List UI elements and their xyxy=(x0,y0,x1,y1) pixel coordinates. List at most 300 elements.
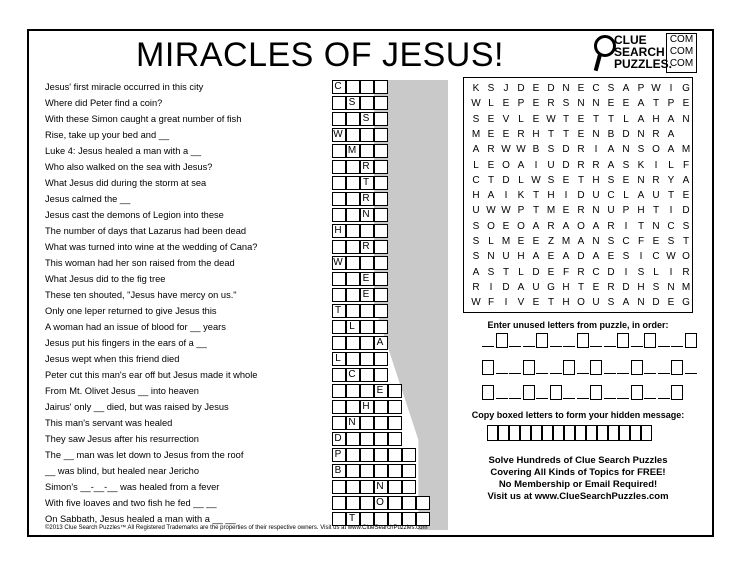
letter-blank[interactable] xyxy=(604,398,616,399)
grid-letter[interactable]: F xyxy=(682,159,690,171)
answer-cell[interactable] xyxy=(374,464,388,478)
grid-letter[interactable]: R xyxy=(577,266,585,278)
letter-blank[interactable] xyxy=(550,373,562,374)
grid-letter[interactable]: S xyxy=(547,144,555,156)
grid-letter[interactable]: L xyxy=(668,159,674,171)
answer-cell[interactable] xyxy=(360,144,374,158)
answer-cell[interactable] xyxy=(360,80,374,94)
answer-cell[interactable] xyxy=(346,432,360,446)
answer-cell[interactable] xyxy=(332,336,346,350)
answer-cell[interactable] xyxy=(332,512,346,526)
letter-blank[interactable] xyxy=(617,398,629,399)
boxed-blank[interactable] xyxy=(550,385,562,400)
grid-letter[interactable]: T xyxy=(577,174,585,186)
letter-blank[interactable] xyxy=(604,373,616,374)
grid-letter[interactable]: S xyxy=(607,174,615,186)
answer-cell[interactable] xyxy=(360,432,374,446)
grid-letter[interactable]: O xyxy=(652,144,660,156)
letter-blank[interactable] xyxy=(509,398,521,399)
answer-cell[interactable] xyxy=(346,272,360,286)
answer-cell[interactable] xyxy=(332,96,346,110)
grid-letter[interactable]: D xyxy=(652,297,660,309)
grid-letter[interactable]: S xyxy=(622,159,630,171)
message-cell[interactable] xyxy=(608,425,619,441)
grid-letter[interactable]: I xyxy=(669,266,673,278)
grid-letter[interactable]: C xyxy=(622,236,630,247)
answer-cell[interactable] xyxy=(360,512,374,526)
grid-letter[interactable]: U xyxy=(592,190,600,202)
boxed-blank[interactable] xyxy=(577,333,589,348)
grid-letter[interactable]: S xyxy=(487,83,495,94)
message-cell[interactable] xyxy=(553,425,564,441)
answer-cell[interactable] xyxy=(332,480,346,494)
grid-letter[interactable]: I xyxy=(489,281,493,293)
answer-cell[interactable] xyxy=(332,144,346,158)
answer-cell[interactable] xyxy=(374,512,388,526)
letter-blank[interactable] xyxy=(482,346,494,347)
grid-letter[interactable]: E xyxy=(532,98,540,110)
grid-letter[interactable]: I xyxy=(624,220,628,232)
grid-letter[interactable]: C xyxy=(472,174,480,186)
grid-letter[interactable]: P xyxy=(622,205,630,217)
grid-letter[interactable]: R xyxy=(517,128,525,140)
answer-cell[interactable] xyxy=(346,176,360,190)
grid-letter[interactable]: R xyxy=(577,144,585,156)
letter-blank[interactable] xyxy=(577,373,589,374)
grid-letter[interactable]: H xyxy=(472,190,480,202)
grid-letter[interactable]: E xyxy=(532,113,540,125)
grid-letter[interactable]: L xyxy=(623,190,629,202)
grid-letter[interactable]: S xyxy=(607,297,615,309)
grid-letter[interactable]: E xyxy=(622,98,630,110)
answer-cell[interactable] xyxy=(332,400,346,414)
grid-letter[interactable]: T xyxy=(562,128,570,140)
grid-letter[interactable]: U xyxy=(607,205,615,217)
answer-cell[interactable] xyxy=(388,416,402,430)
grid-letter[interactable]: A xyxy=(487,190,495,202)
grid-letter[interactable]: E xyxy=(532,83,540,94)
grid-letter[interactable]: I xyxy=(639,251,643,263)
grid-letter[interactable]: U xyxy=(472,205,480,217)
grid-letter[interactable]: S xyxy=(682,220,690,232)
grid-letter[interactable]: H xyxy=(532,128,540,140)
answer-cell[interactable] xyxy=(402,496,416,510)
grid-letter[interactable]: R xyxy=(652,128,660,140)
grid-letter[interactable]: E xyxy=(607,98,615,110)
message-cell[interactable] xyxy=(619,425,630,441)
grid-letter[interactable]: T xyxy=(652,205,660,217)
grid-letter[interactable]: G xyxy=(682,83,690,94)
message-cell[interactable] xyxy=(575,425,586,441)
answer-cell[interactable] xyxy=(346,240,360,254)
answer-cell[interactable] xyxy=(402,512,416,526)
grid-letter[interactable]: S xyxy=(622,251,630,263)
message-cell[interactable] xyxy=(520,425,531,441)
letter-blank[interactable] xyxy=(631,346,643,347)
grid-letter[interactable]: M xyxy=(501,236,511,247)
answer-cell[interactable] xyxy=(346,288,360,302)
grid-letter[interactable]: O xyxy=(577,297,585,309)
grid-letter[interactable]: U xyxy=(592,297,600,309)
grid-letter[interactable]: A xyxy=(532,251,540,263)
answer-cell[interactable] xyxy=(360,336,374,350)
grid-letter[interactable]: D xyxy=(622,281,630,293)
grid-letter[interactable]: N xyxy=(592,128,600,140)
grid-letter[interactable]: D xyxy=(577,251,585,263)
answer-cell[interactable] xyxy=(360,448,374,462)
grid-letter[interactable]: A xyxy=(562,220,570,232)
grid-letter[interactable]: N xyxy=(637,297,645,309)
letter-blank[interactable] xyxy=(685,373,697,374)
grid-letter[interactable]: T xyxy=(547,297,555,309)
grid-letter[interactable]: S xyxy=(652,281,660,293)
answer-cell[interactable] xyxy=(332,160,346,174)
grid-letter[interactable]: D xyxy=(532,266,540,278)
grid-letter[interactable]: I xyxy=(504,190,508,202)
letter-blank[interactable] xyxy=(671,346,683,347)
answer-cell[interactable] xyxy=(346,128,360,142)
letter-blank[interactable] xyxy=(536,373,548,374)
grid-letter[interactable]: S xyxy=(562,98,570,110)
letter-blank[interactable] xyxy=(563,398,575,399)
answer-cell[interactable] xyxy=(332,208,346,222)
grid-letter[interactable]: S xyxy=(667,236,675,247)
grid-letter[interactable]: R xyxy=(652,174,660,186)
grid-letter[interactable]: A xyxy=(622,297,630,309)
answer-cell[interactable] xyxy=(360,464,374,478)
letter-blank[interactable] xyxy=(563,346,575,347)
grid-letter[interactable]: R xyxy=(607,281,615,293)
grid-letter[interactable]: E xyxy=(487,128,495,140)
grid-letter[interactable]: A xyxy=(667,128,675,140)
grid-letter[interactable]: E xyxy=(622,174,630,186)
grid-letter[interactable]: E xyxy=(652,236,660,247)
answer-cell[interactable] xyxy=(374,304,388,318)
message-cell[interactable] xyxy=(641,425,652,441)
grid-letter[interactable]: I xyxy=(669,83,673,94)
answer-cell[interactable] xyxy=(360,480,374,494)
grid-letter[interactable]: L xyxy=(518,266,524,278)
grid-letter[interactable]: E xyxy=(682,190,690,202)
message-cell[interactable] xyxy=(597,425,608,441)
grid-letter[interactable]: N xyxy=(622,144,630,156)
grid-letter[interactable]: U xyxy=(547,159,555,171)
answer-cell[interactable] xyxy=(346,224,360,238)
grid-letter[interactable]: F xyxy=(637,236,645,247)
grid-letter[interactable]: W xyxy=(501,205,511,217)
grid-letter[interactable]: E xyxy=(562,174,570,186)
grid-letter[interactable]: H xyxy=(592,174,600,186)
grid-letter[interactable]: H xyxy=(517,251,525,263)
letter-blank[interactable] xyxy=(658,398,670,399)
grid-letter[interactable]: A xyxy=(607,144,615,156)
grid-letter[interactable]: D xyxy=(622,128,630,140)
grid-letter[interactable]: C xyxy=(652,251,660,263)
letter-blank[interactable] xyxy=(644,398,656,399)
answer-cell[interactable] xyxy=(374,144,388,158)
answer-cell[interactable] xyxy=(360,256,374,270)
grid-letter[interactable]: E xyxy=(577,128,585,140)
grid-letter[interactable]: N xyxy=(487,251,495,263)
grid-letter[interactable]: A xyxy=(622,83,630,94)
grid-letter[interactable]: D xyxy=(562,159,570,171)
grid-letter[interactable]: E xyxy=(532,297,540,309)
answer-cell[interactable] xyxy=(360,496,374,510)
grid-letter[interactable]: D xyxy=(607,266,615,278)
grid-letter[interactable]: O xyxy=(682,251,690,263)
boxed-blank[interactable] xyxy=(685,333,697,348)
grid-letter[interactable]: N xyxy=(592,236,600,247)
grid-letter[interactable]: W xyxy=(516,144,526,156)
boxed-blank[interactable] xyxy=(523,385,535,400)
letter-blank[interactable] xyxy=(509,373,521,374)
letter-blank[interactable] xyxy=(644,373,656,374)
grid-letter[interactable]: L xyxy=(488,98,494,110)
answer-cell[interactable] xyxy=(388,432,402,446)
grid-letter[interactable]: D xyxy=(682,205,690,217)
grid-letter[interactable]: T xyxy=(652,98,660,110)
grid-letter[interactable]: H xyxy=(652,113,660,125)
grid-letter[interactable]: O xyxy=(577,220,585,232)
grid-letter[interactable]: O xyxy=(517,220,525,232)
answer-cell[interactable] xyxy=(360,416,374,430)
answer-cell[interactable] xyxy=(360,304,374,318)
grid-letter[interactable]: E xyxy=(607,251,615,263)
grid-letter[interactable]: D xyxy=(547,83,555,94)
grid-letter[interactable]: T xyxy=(502,266,510,278)
grid-letter[interactable]: T xyxy=(532,190,540,202)
grid-letter[interactable]: L xyxy=(488,236,494,247)
grid-letter[interactable]: A xyxy=(517,159,525,171)
message-cell[interactable] xyxy=(498,425,509,441)
letter-blank[interactable] xyxy=(590,346,602,347)
grid-letter[interactable]: S xyxy=(607,83,615,94)
grid-letter[interactable]: K xyxy=(517,190,525,202)
message-cell[interactable] xyxy=(487,425,498,441)
grid-letter[interactable]: L xyxy=(473,159,479,171)
grid-letter[interactable]: H xyxy=(637,281,645,293)
answer-cell[interactable] xyxy=(346,352,360,366)
grid-letter[interactable]: L xyxy=(518,113,524,125)
answer-cell[interactable] xyxy=(388,448,402,462)
grid-letter[interactable]: E xyxy=(502,128,510,140)
boxed-blank[interactable] xyxy=(671,385,683,400)
grid-letter[interactable]: R xyxy=(547,220,555,232)
answer-cell[interactable] xyxy=(332,112,346,126)
grid-letter[interactable]: I xyxy=(654,159,658,171)
letter-blank[interactable] xyxy=(604,346,616,347)
grid-letter[interactable]: I xyxy=(504,297,508,309)
grid-letter[interactable]: C xyxy=(592,266,600,278)
grid-letter[interactable]: K xyxy=(472,83,480,94)
answer-cell[interactable] xyxy=(374,320,388,334)
grid-letter[interactable]: A xyxy=(577,236,585,247)
boxed-blank[interactable] xyxy=(671,360,683,375)
grid-letter[interactable]: E xyxy=(487,113,495,125)
boxed-blank[interactable] xyxy=(536,333,548,348)
grid-letter[interactable]: A xyxy=(592,220,600,232)
message-cell[interactable] xyxy=(630,425,641,441)
grid-letter[interactable]: M xyxy=(561,236,571,247)
answer-cell[interactable] xyxy=(332,384,346,398)
grid-letter[interactable]: A xyxy=(472,144,480,156)
answer-cell[interactable] xyxy=(374,352,388,366)
answer-cell[interactable] xyxy=(360,224,374,238)
answer-cell[interactable] xyxy=(346,448,360,462)
grid-letter[interactable]: N xyxy=(637,174,645,186)
answer-cell[interactable] xyxy=(416,496,430,510)
answer-cell[interactable] xyxy=(332,240,346,254)
answer-cell[interactable] xyxy=(374,80,388,94)
answer-cell[interactable] xyxy=(388,512,402,526)
boxed-blank[interactable] xyxy=(631,360,643,375)
grid-letter[interactable]: P xyxy=(517,205,525,217)
grid-letter[interactable]: R xyxy=(682,266,690,278)
letter-blank[interactable] xyxy=(496,398,508,399)
letter-blank[interactable] xyxy=(658,346,670,347)
answer-cell[interactable] xyxy=(346,192,360,206)
grid-letter[interactable]: T xyxy=(592,113,600,125)
boxed-blank[interactable] xyxy=(617,333,629,348)
grid-letter[interactable]: E xyxy=(517,236,525,247)
grid-letter[interactable]: T xyxy=(547,128,555,140)
grid-letter[interactable]: R xyxy=(472,281,480,293)
grid-letter[interactable]: S xyxy=(547,174,555,186)
grid-letter[interactable]: E xyxy=(682,98,690,110)
grid-letter[interactable]: U xyxy=(652,190,660,202)
grid-letter[interactable]: H xyxy=(547,190,555,202)
answer-cell[interactable] xyxy=(332,368,346,382)
grid-letter[interactable]: S xyxy=(637,144,645,156)
answer-cell[interactable] xyxy=(332,416,346,430)
grid-letter[interactable]: D xyxy=(577,190,585,202)
grid-letter[interactable]: U xyxy=(502,251,510,263)
grid-letter[interactable]: A xyxy=(472,266,480,278)
answer-cell[interactable] xyxy=(332,192,346,206)
boxed-blank[interactable] xyxy=(523,360,535,375)
grid-letter[interactable]: E xyxy=(562,205,570,217)
grid-letter[interactable]: I xyxy=(534,159,538,171)
grid-letter[interactable]: N xyxy=(637,128,645,140)
grid-letter[interactable]: E xyxy=(577,113,585,125)
grid-letter[interactable]: L xyxy=(623,113,629,125)
grid-letter[interactable]: S xyxy=(472,236,480,247)
answer-cell[interactable] xyxy=(346,480,360,494)
grid-letter[interactable]: N xyxy=(652,220,660,232)
grid-letter[interactable]: Z xyxy=(547,236,555,247)
answer-cell[interactable] xyxy=(388,400,402,414)
grid-letter[interactable]: U xyxy=(532,281,540,293)
grid-letter[interactable]: N xyxy=(577,98,585,110)
grid-letter[interactable]: N xyxy=(592,98,600,110)
grid-letter[interactable]: D xyxy=(502,281,510,293)
grid-letter[interactable]: E xyxy=(667,297,675,309)
letter-blank[interactable] xyxy=(617,373,629,374)
answer-cell[interactable] xyxy=(402,480,416,494)
answer-cell[interactable] xyxy=(374,160,388,174)
grid-letter[interactable]: O xyxy=(502,159,510,171)
answer-cell[interactable] xyxy=(346,112,360,126)
answer-cell[interactable] xyxy=(374,96,388,110)
grid-letter[interactable]: S xyxy=(472,220,480,232)
answer-cell[interactable] xyxy=(374,448,388,462)
answer-cell[interactable] xyxy=(360,368,374,382)
grid-letter[interactable]: R xyxy=(607,220,615,232)
grid-letter[interactable]: D xyxy=(517,83,525,94)
answer-cell[interactable] xyxy=(388,384,402,398)
grid-letter[interactable]: R xyxy=(577,205,585,217)
grid-letter[interactable]: H xyxy=(637,205,645,217)
grid-letter[interactable]: R xyxy=(487,144,495,156)
grid-letter[interactable]: A xyxy=(637,113,645,125)
answer-cell[interactable] xyxy=(388,480,402,494)
grid-letter[interactable]: F xyxy=(562,266,570,278)
grid-letter[interactable]: A xyxy=(637,190,645,202)
grid-letter[interactable]: A xyxy=(607,159,615,171)
boxed-blank[interactable] xyxy=(563,360,575,375)
grid-letter[interactable]: C xyxy=(607,190,615,202)
answer-cell[interactable] xyxy=(360,128,374,142)
boxed-blank[interactable] xyxy=(644,333,656,348)
message-cell[interactable] xyxy=(531,425,542,441)
grid-letter[interactable]: S xyxy=(637,266,645,278)
grid-letter[interactable]: P xyxy=(667,98,675,110)
boxed-blank[interactable] xyxy=(496,333,508,348)
answer-cell[interactable] xyxy=(346,464,360,478)
grid-letter[interactable]: A xyxy=(517,281,525,293)
boxed-blank[interactable] xyxy=(590,385,602,400)
message-cell[interactable] xyxy=(564,425,575,441)
grid-letter[interactable]: R xyxy=(577,159,585,171)
grid-letter[interactable]: A xyxy=(667,144,675,156)
answer-cell[interactable] xyxy=(346,384,360,398)
grid-letter[interactable]: B xyxy=(607,128,615,140)
answer-cell[interactable] xyxy=(360,96,374,110)
answer-cell[interactable] xyxy=(332,176,346,190)
answer-cell[interactable] xyxy=(402,464,416,478)
answer-cell[interactable] xyxy=(360,352,374,366)
letter-blank[interactable] xyxy=(509,346,521,347)
answer-cell[interactable] xyxy=(374,128,388,142)
answer-cell[interactable] xyxy=(346,160,360,174)
grid-letter[interactable]: T xyxy=(607,113,615,125)
grid-letter[interactable]: N xyxy=(667,281,675,293)
answer-cell[interactable] xyxy=(388,464,402,478)
answer-cell[interactable] xyxy=(374,400,388,414)
grid-letter[interactable]: S xyxy=(472,113,480,125)
grid-letter[interactable]: W xyxy=(501,144,511,156)
answer-cell[interactable] xyxy=(346,336,360,350)
grid-letter[interactable]: L xyxy=(653,266,659,278)
grid-letter[interactable]: N xyxy=(562,83,570,94)
grid-letter[interactable]: E xyxy=(487,159,495,171)
answer-cell[interactable] xyxy=(346,80,360,94)
answer-cell[interactable] xyxy=(332,320,346,334)
grid-letter[interactable]: A xyxy=(682,174,690,186)
grid-letter[interactable]: E xyxy=(577,83,585,94)
message-cell[interactable] xyxy=(542,425,553,441)
grid-letter[interactable]: H xyxy=(562,281,570,293)
grid-letter[interactable]: W xyxy=(546,113,556,125)
boxed-blank[interactable] xyxy=(590,360,602,375)
grid-letter[interactable]: C xyxy=(667,220,675,232)
grid-letter[interactable]: E xyxy=(547,266,555,278)
answer-cell[interactable] xyxy=(374,256,388,270)
grid-letter[interactable]: S xyxy=(607,236,615,247)
letter-blank[interactable] xyxy=(550,346,562,347)
grid-letter[interactable]: I xyxy=(564,190,568,202)
grid-letter[interactable]: P xyxy=(517,98,525,110)
